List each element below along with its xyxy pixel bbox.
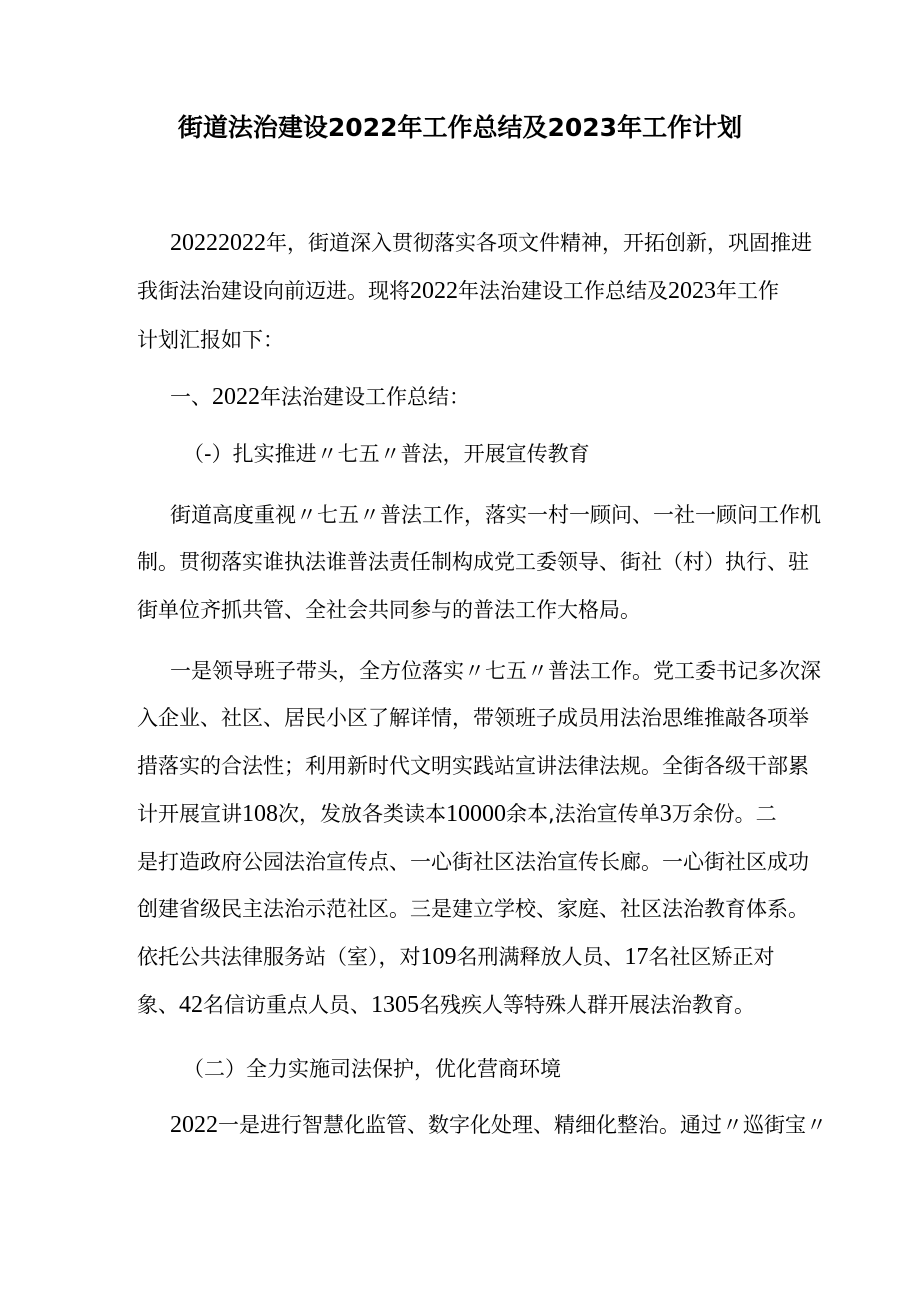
paragraph-line: 我街法治建设向前迈进。现将2022年法治建设工作总结及2023年工作 — [137, 278, 779, 304]
paragraph-line: 计划汇报如下： — [137, 328, 284, 352]
paragraph-line: 创建省级民主法治示范社区。三是建立学校、家庭、社区法治教育体系。 — [137, 897, 809, 921]
paragraph-line: 制。贯彻落实谁执法谁普法责任制构成党工委领导、街社（村）执行、驻 — [137, 550, 809, 574]
paragraph-line: 街单位齐抓共管、全社会共同参与的普法工作大格局。 — [137, 598, 641, 622]
paragraph-line: 措落实的合法性；利用新时代文明实践站宣讲法律法规。全街各级干部累 — [137, 754, 809, 778]
paragraph-line: 象、42名信访重点人员、1305名残疾人等特殊人群开展法治教育。 — [137, 992, 755, 1018]
paragraph-line: 2022一是进行智慧化监管、数字化处理、精细化整治。通过〃巡街宝〃 — [170, 1112, 827, 1138]
paragraph-line: 街道高度重视〃七五〃普法工作，落实一村一顾问、一社一顾问工作机 — [170, 503, 821, 527]
paragraph-line: 是打造政府公园法治宣传点、一心街社区法治宣传长廊。一心街社区成功 — [137, 850, 809, 874]
paragraph-line: 依托公共法律服务站（室），对109名刑满释放人员、17名社区矫正对 — [137, 944, 775, 970]
paragraph-line: 计开展宣讲108次，发放各类读本10000余本,法治宣传单3万余份。二 — [137, 801, 777, 827]
paragraph-line: 入企业、社区、居民小区了解详情，带领班子成员用法治思维推敲各项举 — [137, 706, 809, 730]
document-title: 街道法治建设2022年工作总结及2023年工作计划 — [177, 113, 743, 142]
subsection-heading: （二）全力实施司法保护，优化营商环境 — [183, 1057, 561, 1081]
section-heading: 一、2022年法治建设工作总结： — [170, 384, 470, 410]
paragraph-line: 一是领导班子带头，全方位落实〃七五〃普法工作。党工委书记多次深 — [170, 659, 821, 683]
paragraph-line: 20222022年，街道深入贯彻落实各项文件精神，开拓创新，巩固推进 — [170, 230, 812, 256]
subsection-heading: （-）扎实推进〃七五〃普法，开展宣传教育 — [183, 442, 590, 466]
